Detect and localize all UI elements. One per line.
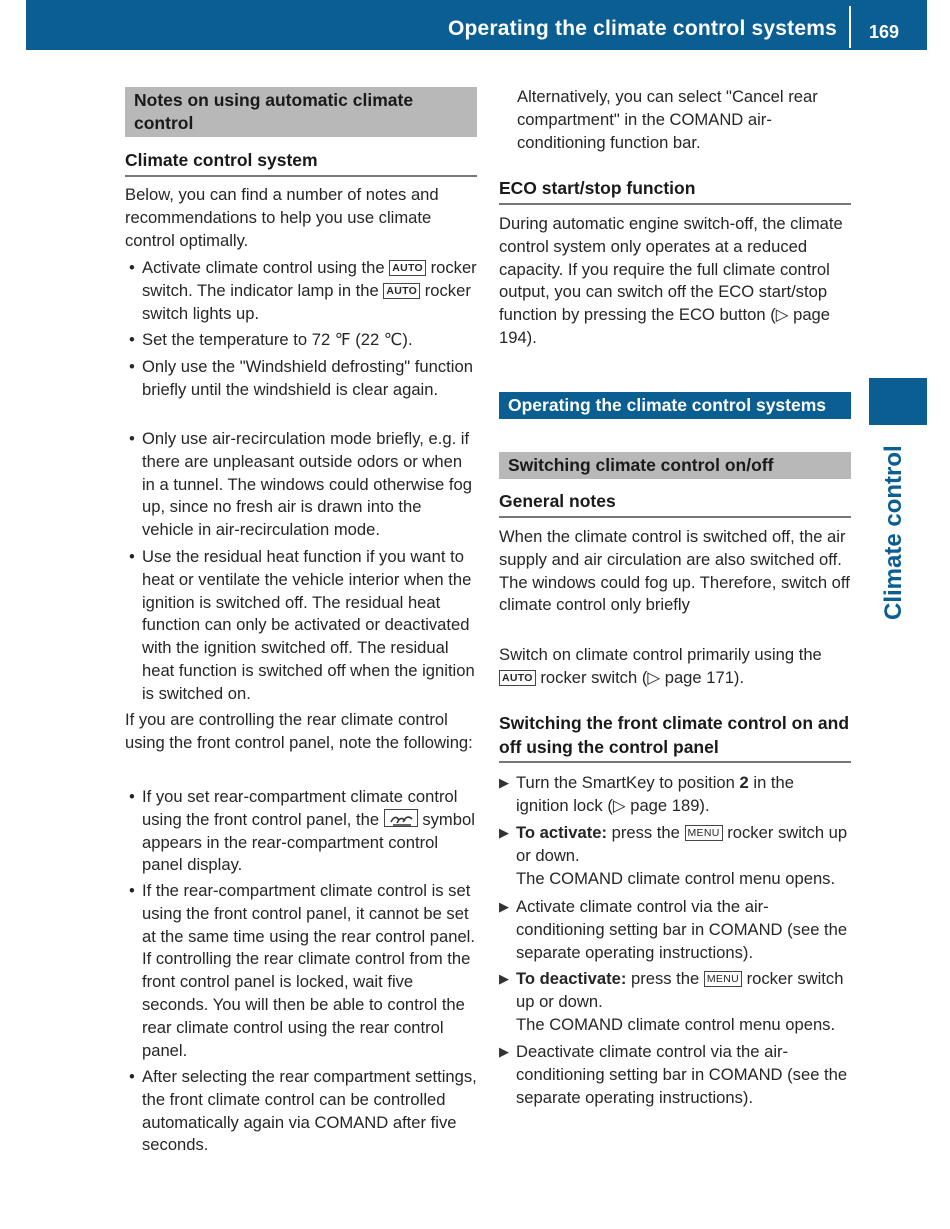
step-text: rocker switch up or down. — [516, 823, 848, 865]
auto-key-icon: AUTO — [383, 283, 420, 299]
operating-heading: Operating the climate control systems — [499, 392, 851, 419]
rear-fan-icon — [384, 809, 418, 827]
bullet-text: If you set rear-compartment climate control using the front control panel, the — [142, 787, 458, 829]
thumb-tab-label: Climate control — [880, 445, 907, 620]
step-result: The COMAND climate control menu opens. — [516, 1014, 836, 1034]
step-smartkey — [499, 772, 851, 818]
step-text: Turn the SmartKey to position — [516, 773, 735, 792]
menu-key-icon: MENU — [685, 825, 723, 841]
header-divider — [849, 6, 851, 48]
intro-text: Below, you can find a number of notes and recommendations to help you use climate control optimally. — [125, 185, 439, 250]
bullet-temperature: • Set the temperature to 72 ℉ (22 ℃). — [125, 329, 477, 352]
rear-intro-text: If you are controlling the rear climate control using the front control panel, note the following: — [125, 710, 473, 752]
auto-key-icon: AUTO — [389, 260, 426, 276]
step-text: Activate climate control via the air-conditioning setting bar in COMAND (see the separate operating instructions). — [516, 897, 848, 962]
general-notes-text: When the climate control is switched off, the air supply and air circulation are also switched off. The windows could fog up. Therefore, switch off climate control only briefly — [499, 527, 850, 615]
bullet-recirculation: • Only use air-recirculation mode briefly, e.g. if there are unpleasant outside odors or when in a tunnel. The windows could otherwise fog up, since no fresh air is drawn into the vehicle in air-recirculation mode. — [125, 428, 477, 542]
bullet-rear-locked: • If the rear-compartment climate control is set using the front control panel, it cannot be set at the same time using the rear control panel. If controlling the rear climate control from the front control panel is locked, wait five seconds. You will then be able to control the rear climate control using the rear control panel. — [125, 880, 477, 1062]
step-label: To deactivate: — [516, 969, 627, 988]
switch-on-text-a: Switch on climate control primarily using the — [499, 645, 822, 664]
menu-key-icon: MENU — [704, 971, 742, 987]
thumb-tab-marker — [869, 378, 927, 425]
page-number: 169 — [868, 22, 899, 42]
step-text: Deactivate climate control via the air-conditioning setting bar in COMAND (see the separate operating instructions). — [516, 1042, 848, 1107]
step-arrow-icon: ▶ — [499, 825, 509, 840]
step-arrow-icon: ▶ — [499, 971, 509, 986]
step-arrow-icon: ▶ — [499, 899, 509, 914]
step-text: press the — [630, 969, 700, 988]
page-header — [26, 0, 927, 50]
bullet-auto-switch — [125, 257, 477, 325]
step-activate-bar — [499, 896, 851, 964]
eco-text: During automatic engine switch-off, the climate control system only operates at a reduced capacity. If you require the full climate control output, you can switch off the ECO start/stop function by pressing the ECO button (▷ page 194). — [499, 214, 843, 347]
bullet-text: rocker switch. The indicator lamp in the — [142, 258, 477, 300]
switch-on-text-b: rocker switch (▷ page 171). — [540, 667, 745, 687]
step-text: rocker switch up or down. — [516, 969, 844, 1011]
climate-system-heading: Climate control system — [125, 149, 477, 177]
auto-key-icon: AUTO — [499, 670, 536, 686]
step-position: 2 — [739, 773, 749, 792]
notes-box-heading: Notes on using automatic climate control — [125, 87, 477, 137]
front-control-heading: Switching the front climate control on and off using the control panel — [499, 712, 851, 763]
general-notes-heading: General notes — [499, 490, 851, 518]
bullet-text: rocker switch lights up. — [142, 280, 471, 323]
bullet-text: symbol appears in the rear-compartment control panel display. — [142, 809, 475, 875]
bullet-rear-symbol — [125, 786, 477, 877]
bullet-rear-settings: • After selecting the rear compartment settings, the front climate control can be controlled automatically again via COMAND after five seconds. — [125, 1066, 477, 1157]
switching-heading: Switching climate control on/off — [499, 452, 851, 479]
step-label: To activate: — [516, 823, 607, 842]
header-title: Operating the climate control systems — [447, 17, 837, 40]
bullet-text: Activate climate control using the — [142, 258, 385, 277]
step-activate — [499, 822, 851, 890]
bullet-defrost: • Only use the "Windshield defrosting" function briefly until the windshield is clear again. — [125, 356, 477, 402]
step-text: press the — [611, 823, 680, 842]
step-deactivate-bar — [499, 1041, 851, 1109]
alternative-text: Alternatively, you can select "Cancel rear compartment" in the COMAND air-conditioning function bar. — [517, 87, 818, 152]
switch-on-text — [499, 644, 851, 690]
step-arrow-icon: ▶ — [499, 1044, 509, 1059]
step-arrow-icon: ▶ — [499, 775, 509, 790]
step-deactivate — [499, 968, 851, 1036]
eco-heading: ECO start/stop function — [499, 177, 851, 205]
bullet-residual-heat: • Use the residual heat function if you want to heat or ventilate the vehicle interior when the ignition is switched off. The residual heat function can only be activated or deactivated with the ignition switched off. The residual heat function is switched off when the ignition is switched on. — [125, 546, 477, 706]
step-result: The COMAND climate control menu opens. — [516, 868, 836, 888]
step-text: in the ignition lock (▷ page 189). — [516, 773, 794, 815]
